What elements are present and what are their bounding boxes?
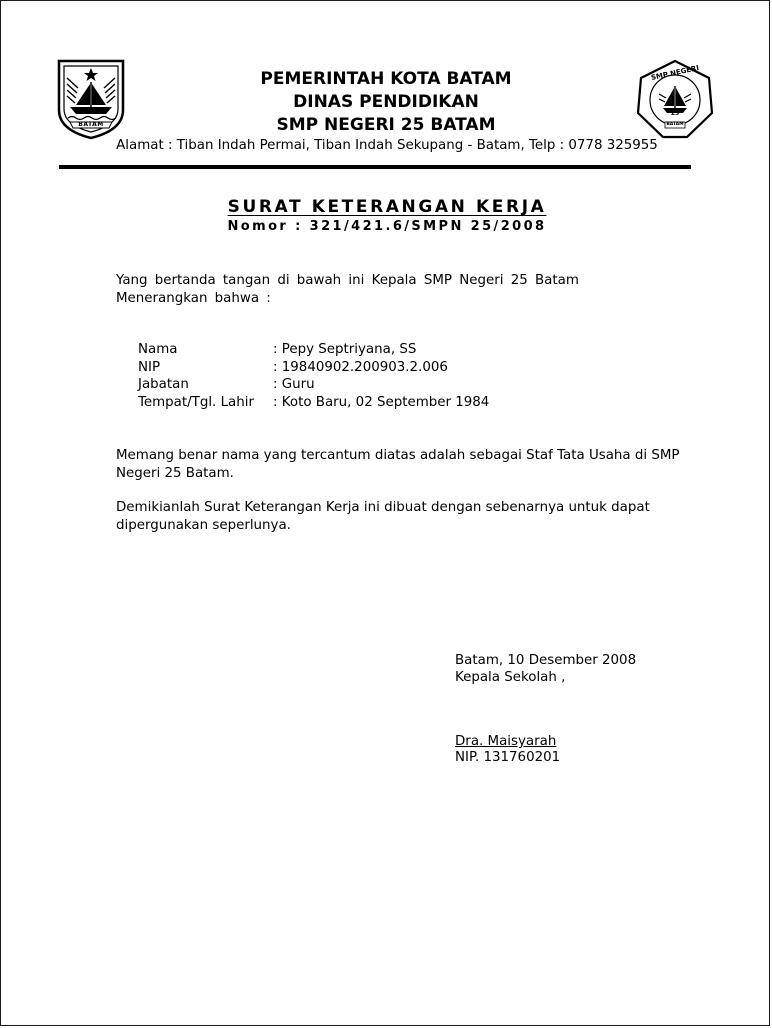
seal-arc-text: SMP NEGERI	[650, 64, 700, 82]
letterhead-divider	[59, 165, 691, 169]
seal-number: 25	[670, 110, 680, 117]
field-label: NIP	[138, 360, 161, 375]
field-value: : 19840902.200903.2.006	[273, 360, 448, 375]
department-name: DINAS PENDIDIKAN	[293, 92, 479, 112]
field-label: Tempat/Tgl. Lahir	[138, 395, 254, 410]
letter-title	[1, 197, 772, 217]
signature-place-date: Batam, 10 Desember 2008	[455, 653, 637, 668]
letter-number: Nomor : 321/421.6/SMPN 25/2008	[227, 219, 547, 234]
emblem-caption: BATAM	[78, 121, 104, 128]
school-address: Alamat : Tiban Indah Permai, Tiban Indah Sekupang - Batam, Telp : 0778 325955	[116, 138, 658, 153]
field-value: : Guru	[273, 377, 315, 392]
school-name: SMP NEGERI 25 BATAM	[276, 115, 496, 135]
letter-title-text: SURAT KETERANGAN KERJA	[227, 197, 547, 217]
body-paragraph-1-line-2: Negeri 25 Batam.	[116, 466, 234, 481]
body-paragraph-2-line-2: dipergunakan seperlunya.	[116, 518, 291, 533]
field-value: : Koto Baru, 02 September 1984	[273, 395, 490, 410]
body-paragraph-2-line-1: Demikianlah Surat Keterangan Kerja ini dibuat dengan sebenarnya untuk dapat	[116, 500, 650, 515]
field-label: Nama	[138, 342, 178, 357]
signatory-nip: NIP. 131760201	[455, 750, 561, 765]
seal-city: BATAM	[666, 122, 684, 127]
field-label: Jabatan	[138, 377, 189, 392]
body-paragraph-1-line-1: Memang benar nama yang tercantum diatas adalah sebagai Staf Tata Usaha di SMP	[116, 448, 680, 463]
intro-line-2: Menerangkan bahwa :	[116, 291, 271, 306]
signatory-name: Dra. Maisyarah	[455, 734, 557, 749]
intro-line-1: Yang bertanda tangan di bawah ini Kepala SMP Negeri 25 Batam	[116, 273, 579, 288]
signature-position: Kepala Sekolah ,	[455, 670, 566, 685]
field-value: : Pepy Septriyana, SS	[273, 342, 417, 357]
government-name: PEMERINTAH KOTA BATAM	[260, 69, 512, 89]
